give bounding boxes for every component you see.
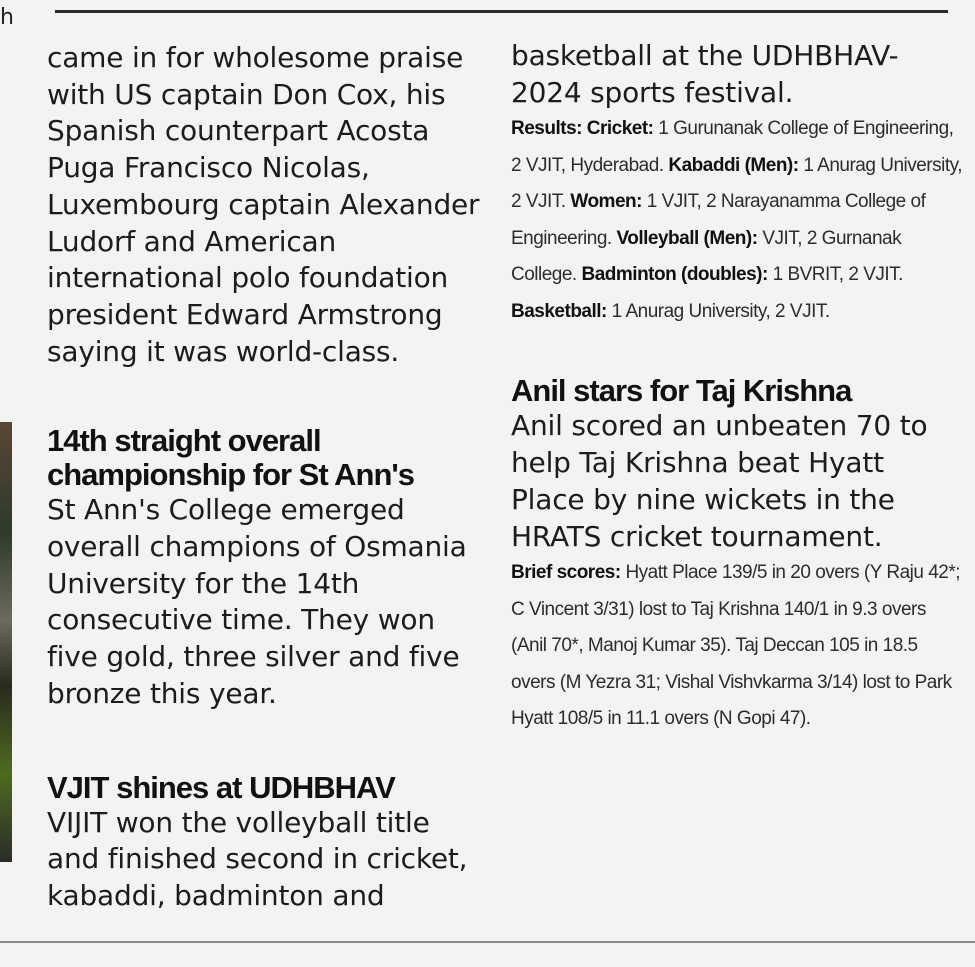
anil-text: Anil scored an unbeaten 70 to help Taj Krishna beat Hyatt Place by nine wickets in the HRATS cricket tournament. bbox=[511, 409, 928, 553]
vjit-text: VIJIT won the volleyball title and finished second in cricket, kabaddi, badminton and bbox=[47, 805, 468, 912]
badminton-results: 1 BVRIT, 2 VJIT. bbox=[772, 264, 903, 286]
basketball-results: 1 Anurag University, 2 VJIT. bbox=[611, 300, 830, 322]
st-anns-text: St Ann's College emerged overall champions of Osmania University for the 14th consecutive time. They won five gold, three silver and five bronze this year. bbox=[47, 493, 467, 710]
anil-headline: Anil stars for Taj Krishna bbox=[511, 373, 852, 409]
kabaddi-results: 1 Anurag University, 2 VJIT. bbox=[511, 154, 962, 213]
results-list bbox=[511, 111, 966, 330]
women-label: Women: bbox=[570, 191, 642, 213]
right-column bbox=[511, 38, 966, 738]
kabaddi-label: Kabaddi (Men): bbox=[668, 154, 799, 176]
badminton-label: Badminton (doubles): bbox=[581, 264, 768, 286]
basketball-label: Basketball: bbox=[511, 300, 607, 322]
volleyball-label: Volleyball (Men): bbox=[616, 227, 758, 249]
adjacent-column-fragment: h bbox=[0, 5, 14, 30]
polo-article-text: came in for wholesome praise with US captain Don Cox, his Spanish counterpart Acosta Puga Francisco Nicolas, Luxembourg captain Alexander Ludorf and American international polo foundation president Edward Armstrong saying it was world-class. bbox=[47, 41, 480, 368]
cricket-label: Cricket: bbox=[586, 118, 654, 140]
volleyball-results: VJIT, 2 Gurnanak College. bbox=[511, 227, 902, 286]
women-results: 1 VJIT, 2 Narayanamma College of Engineering. bbox=[511, 191, 926, 249]
brief-scores-label: Brief scores: bbox=[511, 562, 621, 584]
left-column bbox=[47, 40, 487, 915]
cricket-results: 1 Gurunanak College of Engineering, 2 VJIT, Hyderabad. bbox=[511, 118, 954, 176]
brief-scores bbox=[511, 555, 966, 738]
vjit-text-continued: basketball at the UDHBHAV-2024 sports festival. bbox=[511, 39, 899, 109]
results-label: Results: bbox=[511, 118, 582, 140]
vjit-headline: VJIT shines at UDHBHAV bbox=[47, 769, 395, 805]
adjacent-photo-edge bbox=[0, 422, 12, 862]
bottom-divider bbox=[0, 941, 975, 943]
st-anns-headline: 14th straight overall championship for St Ann's bbox=[47, 423, 415, 493]
brief-scores-text: Hyatt Place 139/5 in 20 overs (Y Raju 42*; C Vincent 3/31) lost to Taj Krishna 140/1 in 9.3 overs (Anil 70*, Manoj Kumar 35). Taj Deccan 105 in 18.5 overs (M Yezra 31; Vishal Vishvkarma 3/14) lost to Park Hyatt 108/5 in 11.1 overs (N Gopi 47). bbox=[511, 562, 961, 730]
top-divider bbox=[55, 10, 948, 13]
